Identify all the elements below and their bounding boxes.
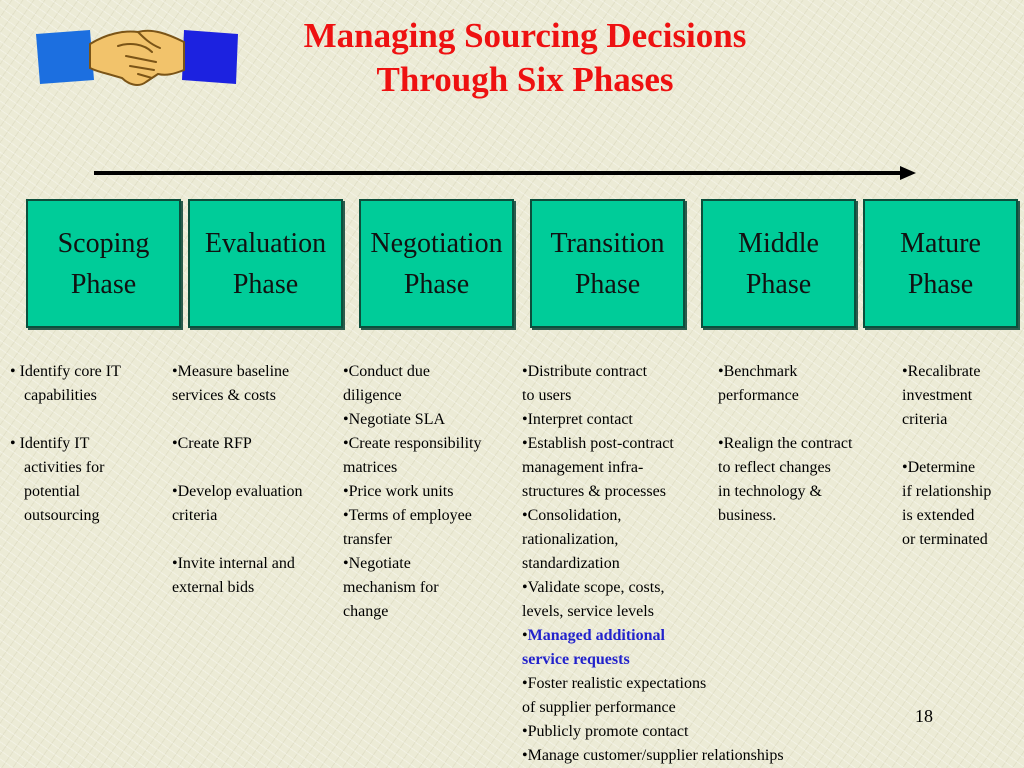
bullet: • xyxy=(522,627,528,644)
phase-label: Phase xyxy=(907,268,974,300)
phase-label: Phase xyxy=(403,268,470,300)
phase-label: Evaluation xyxy=(204,227,327,259)
detail-line: •Validate scope, costs, xyxy=(522,579,665,596)
detail-line: •Invite internal and xyxy=(172,555,295,572)
timeline-arrow xyxy=(92,162,918,184)
detail-line: management infra- xyxy=(522,459,644,476)
detail-line xyxy=(172,456,302,480)
detail-line: mechanism for xyxy=(343,579,439,596)
negotiation-details xyxy=(343,360,481,624)
phase-box-mature xyxy=(863,199,1018,328)
detail-line: criteria xyxy=(172,507,218,524)
detail-line: external bids xyxy=(172,579,255,596)
detail-line: activities for xyxy=(24,459,105,476)
detail-line: investment xyxy=(902,387,973,404)
detail-line: outsourcing xyxy=(24,507,100,524)
page-number: 18 xyxy=(915,706,933,726)
detail-line: or terminated xyxy=(902,531,988,548)
phase-label: Negotiation xyxy=(370,227,503,259)
phase-label: Phase xyxy=(574,268,641,300)
detail-line: •Create responsibility xyxy=(343,435,482,452)
detail-line: business. xyxy=(718,507,777,524)
detail-line: •Recalibrate xyxy=(902,363,981,380)
phase-label: Scoping xyxy=(57,227,150,259)
detail-line xyxy=(718,408,852,432)
detail-line: rationalization, xyxy=(522,531,619,548)
detail-line-highlight xyxy=(522,624,784,648)
phase-label: Transition xyxy=(550,227,665,259)
phase-label: Phase xyxy=(70,268,137,300)
phase-label: Mature xyxy=(900,227,981,259)
detail-line: services & costs xyxy=(172,387,276,404)
detail-line: •Measure baseline xyxy=(172,363,290,380)
detail-line: •Consolidation, xyxy=(522,507,622,524)
detail-line: • Identify core IT xyxy=(10,363,121,380)
phase-box-scoping xyxy=(26,199,181,328)
phase-box-transition xyxy=(530,199,685,328)
detail-line: to reflect changes xyxy=(718,459,831,476)
detail-line xyxy=(172,528,302,552)
detail-line: criteria xyxy=(902,411,948,428)
detail-line: diligence xyxy=(343,387,402,404)
detail-line: transfer xyxy=(343,531,392,548)
detail-line: •Interpret contact xyxy=(522,411,633,428)
detail-line: to users xyxy=(522,387,572,404)
phase-box-evaluation xyxy=(188,199,343,328)
detail-line: standardization xyxy=(522,555,620,572)
detail-line: performance xyxy=(718,387,799,404)
detail-line: •Create RFP xyxy=(172,435,252,452)
detail-line: capabilities xyxy=(24,387,97,404)
detail-line: •Negotiate SLA xyxy=(343,411,446,428)
slide-title-line2: Through Six Phases xyxy=(376,60,674,99)
scoping-details xyxy=(10,360,121,528)
detail-line xyxy=(902,432,991,456)
detail-line: •Conduct due xyxy=(343,363,430,380)
detail-line-highlight: service requests xyxy=(522,651,630,668)
detail-line: •Distribute contract xyxy=(522,363,648,380)
detail-line xyxy=(172,408,302,432)
detail-line: •Benchmark xyxy=(718,363,798,380)
highlight-text: Managed additional xyxy=(527,627,665,644)
detail-line: if relationship xyxy=(902,483,992,500)
detail-line: matrices xyxy=(343,459,398,476)
detail-line: in technology & xyxy=(718,483,822,500)
detail-line: levels, service levels xyxy=(522,603,654,620)
detail-line: •Terms of employee xyxy=(343,507,472,524)
detail-line: •Price work units xyxy=(343,483,454,500)
detail-line: •Establish post-contract xyxy=(522,435,674,452)
slide-title xyxy=(200,14,850,102)
detail-line: • Identify IT xyxy=(10,435,90,452)
detail-line xyxy=(10,408,121,432)
mature-details xyxy=(902,360,991,552)
detail-line: potential xyxy=(24,483,80,500)
phase-box-middle xyxy=(701,199,856,328)
evaluation-details xyxy=(172,360,302,600)
detail-line: •Realign the contract xyxy=(718,435,853,452)
detail-line: •Develop evaluation xyxy=(172,483,303,500)
detail-line: •Publicly promote contact xyxy=(522,723,689,740)
detail-line: •Manage customer/supplier relationships xyxy=(522,747,784,764)
handshake-icon xyxy=(34,22,240,92)
phase-label: Middle xyxy=(738,227,819,259)
detail-line: is extended xyxy=(902,507,975,524)
detail-line: •Determine xyxy=(902,459,976,476)
slide-title-line1: Managing Sourcing Decisions xyxy=(303,16,747,55)
phase-label: Phase xyxy=(232,268,299,300)
middle-details xyxy=(718,360,852,528)
phase-label: Phase xyxy=(745,268,812,300)
detail-line: of supplier performance xyxy=(522,699,676,716)
detail-line: •Negotiate xyxy=(343,555,411,572)
phase-box-negotiation xyxy=(359,199,514,328)
detail-line: •Foster realistic expectations xyxy=(522,675,707,692)
detail-line: structures & processes xyxy=(522,483,666,500)
detail-line: change xyxy=(343,603,389,620)
